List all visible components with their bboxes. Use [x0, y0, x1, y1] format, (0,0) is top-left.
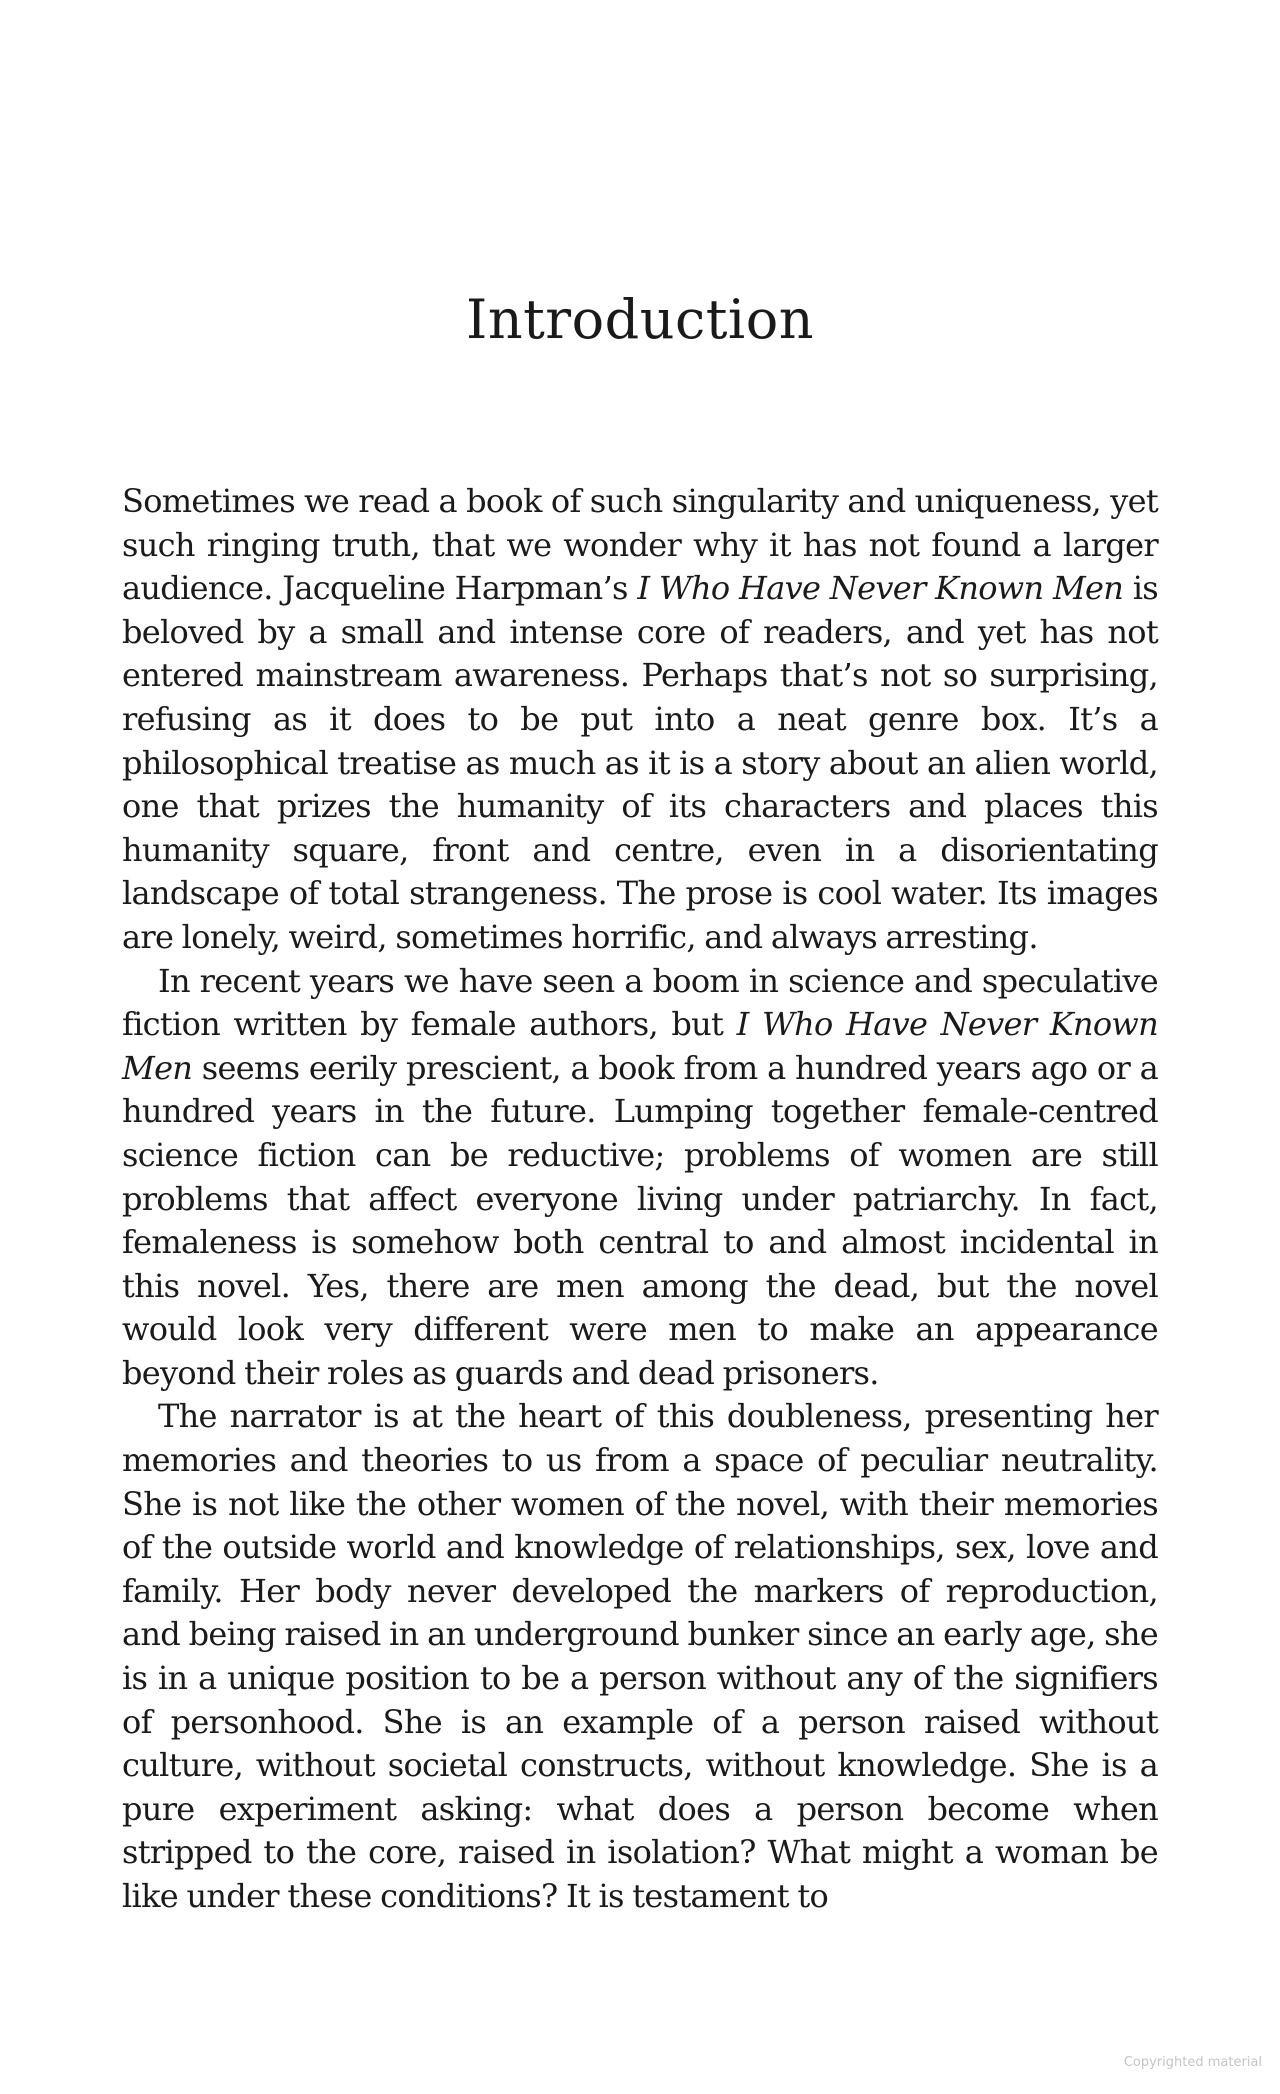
paragraph-3-segment-1: The narrator is at the heart of this doubleness, presenting her memories and theories to us from a space of peculiar neutrality. She is not like the other women of the novel, with their memories of the outside world and knowledge of relationships, sex, love and family. Her body never developed the markers of reproduction, and being raised in an underground bunker since an early age, she is in a unique position to be a person without any of the signifiers of personhood. She is an example of a person raised without culture, without societal constructs, without knowledge. She is a pure experiment asking: what does a person become when stripped to the core, raised in isolation? What might a woman be like under these conditions? It is testament to: [122, 1397, 1158, 1915]
paragraph-1: [122, 480, 1158, 960]
paragraph-2-segment-1: In recent years we have seen a boom in science and speculative fiction written by female authors, but: [122, 961, 1158, 1044]
paragraph-2: [122, 960, 1158, 1396]
paragraph-1-segment-1: Sometimes we read a book of such singularity and uniqueness, yet such ringing truth, that we wonder why it has not found a larger audience. Jacqueline Harpman’s: [122, 482, 1158, 608]
paragraph-2-segment-3: seems eerily prescient, a book from a hundred years ago or a hundred years in the future. Lumping together female-centred science fiction can be reductive; problems of women are still problems that affect everyone living under patriarchy. In fact, femaleness is somehow both central to and almost incidental in this novel. Yes, there are men among the dead, but the novel would look very different were men to make an appearance beyond their roles as guards and dead prisoners.: [122, 1048, 1158, 1392]
chapter-title: Introduction: [466, 288, 814, 351]
paragraph-1-segment-3: is beloved by a small and intense core of readers, and yet has not entered mainstream awareness. Perhaps that’s not so surprising, refusing as it does to be put into a neat genre box. It’s a philosophical treatise as much as it is a story about an alien world, one that prizes the humanity of its characters and places this humanity square, front and centre, even in a disorientating landscape of total strangeness. The prose is cool water. Its images are lonely, weird, sometimes horrific, and always arresting.: [122, 569, 1158, 956]
copyright-notice: Copyrighted material: [1123, 2055, 1262, 2070]
body-text: [122, 480, 1158, 1919]
book-title-italic: I Who Have Never Known Men: [637, 569, 1124, 608]
book-title-italic: I Who Have Never Known Men: [122, 1005, 1159, 1087]
paragraph-3: [122, 1395, 1158, 1918]
